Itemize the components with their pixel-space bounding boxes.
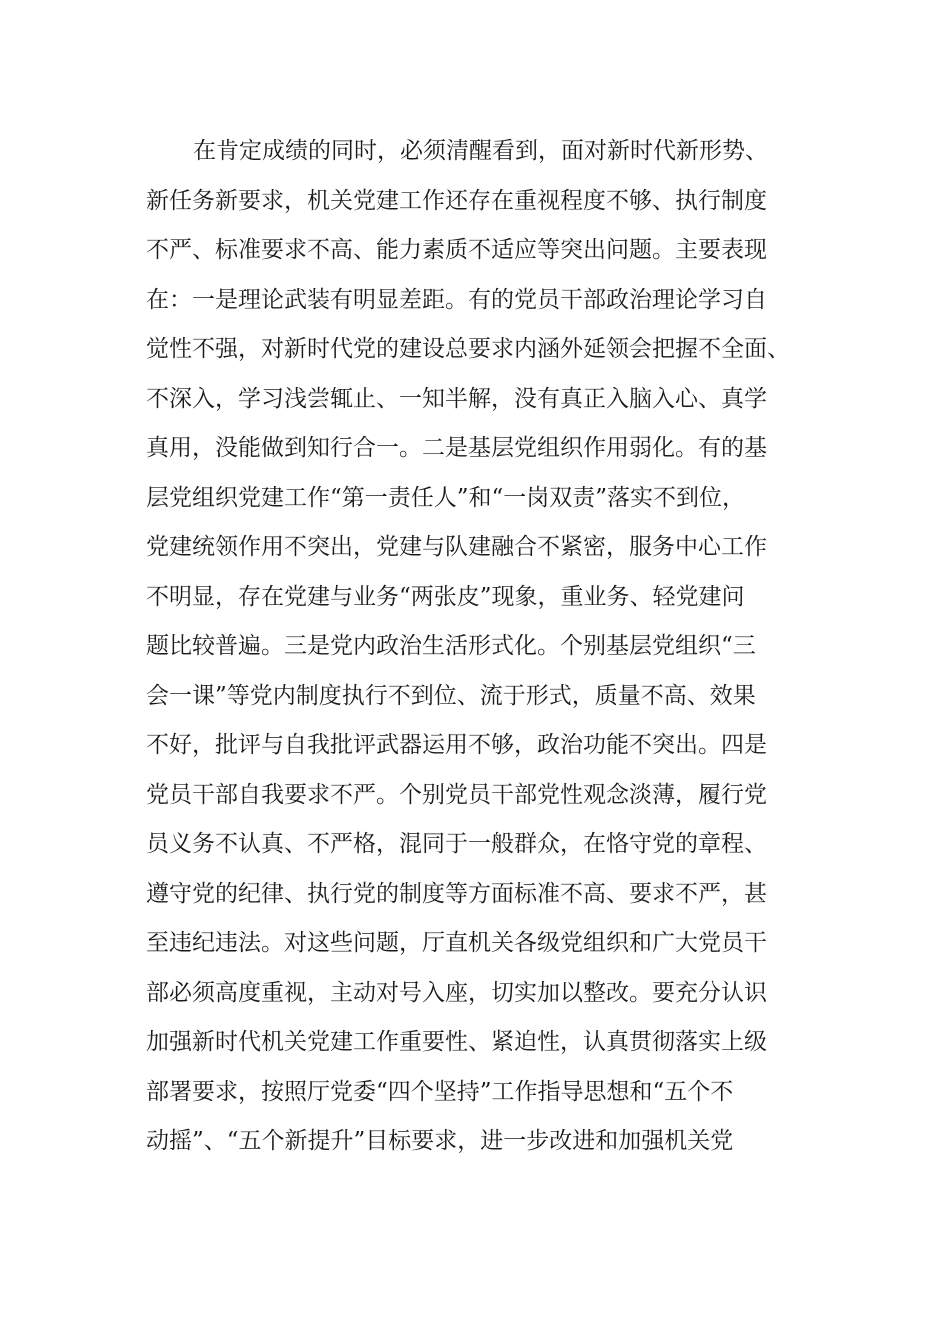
paragraph-line: 党员干部自我要求不严。个别党员干部党性观念淡薄，履行党 [146, 781, 767, 808]
paragraph-line: 在肯定成绩的同时，必须清醒看到，面对新时代新形势、 [193, 138, 768, 164]
paragraph-line: 不严、标准要求不高、能力素质不适应等突出问题。主要表现 [146, 237, 767, 263]
paragraph-line: 层党组织党建工作“第一责任人”和“一岗双责”落实不到位， [146, 484, 746, 511]
paragraph-line: 题比较普遍。三是党内政治生活形式化。个别基层党组织“三 [146, 633, 756, 659]
paragraph-line: 员义务不认真、不严格，混同于一般群众，在恪守党的章程、 [146, 831, 767, 857]
paragraph-line: 新任务新要求，机关党建工作还存在重视程度不够、执行制度 [146, 187, 767, 214]
paragraph-line: 觉性不强，对新时代党的建设总要求内涵外延领会把握不全面、 [146, 336, 790, 362]
paragraph-line: 遵守党的纪律、执行党的制度等方面标准不高、要求不严，甚 [146, 880, 767, 907]
paragraph-line: 党建统领作用不突出，党建与队建融合不紧密，服务中心工作 [146, 534, 767, 560]
paragraph-line: 至违纪违法。对这些问题，厅直机关各级党组织和广大党员干 [146, 930, 767, 956]
paragraph-line: 部署要求，按照厅党委“四个坚持”工作指导思想和“五个不 [146, 1078, 734, 1105]
paragraph-line: 不明显，存在党建与业务“两张皮”现象，重业务、轻党建问 [146, 583, 745, 610]
paragraph-line: 部必须高度重视，主动对号入座，切实加以整改。要充分认识 [146, 979, 767, 1006]
paragraph-line: 会一课”等党内制度执行不到位、流于形式，质量不高、效果 [146, 682, 756, 709]
paragraph-line: 不好，批评与自我批评武器运用不够，政治功能不突出。四是 [146, 732, 767, 758]
paragraph-line: 不深入，学习浅尝辄止、一知半解，没有真正入脑入心、真学 [146, 385, 767, 412]
paragraph-line: 在：一是理论武装有明显差距。有的党员干部政治理论学习自 [146, 286, 767, 313]
paragraph-line: 真用，没能做到知行合一。二是基层党组织作用弱化。有的基 [146, 435, 767, 461]
paragraph-line: 动摇”、“五个新提升”目标要求，进一步改进和加强机关党 [146, 1128, 734, 1154]
paragraph-line: 加强新时代机关党建工作重要性、紧迫性，认真贯彻落实上级 [146, 1029, 767, 1055]
body-paragraph [146, 127, 806, 1167]
